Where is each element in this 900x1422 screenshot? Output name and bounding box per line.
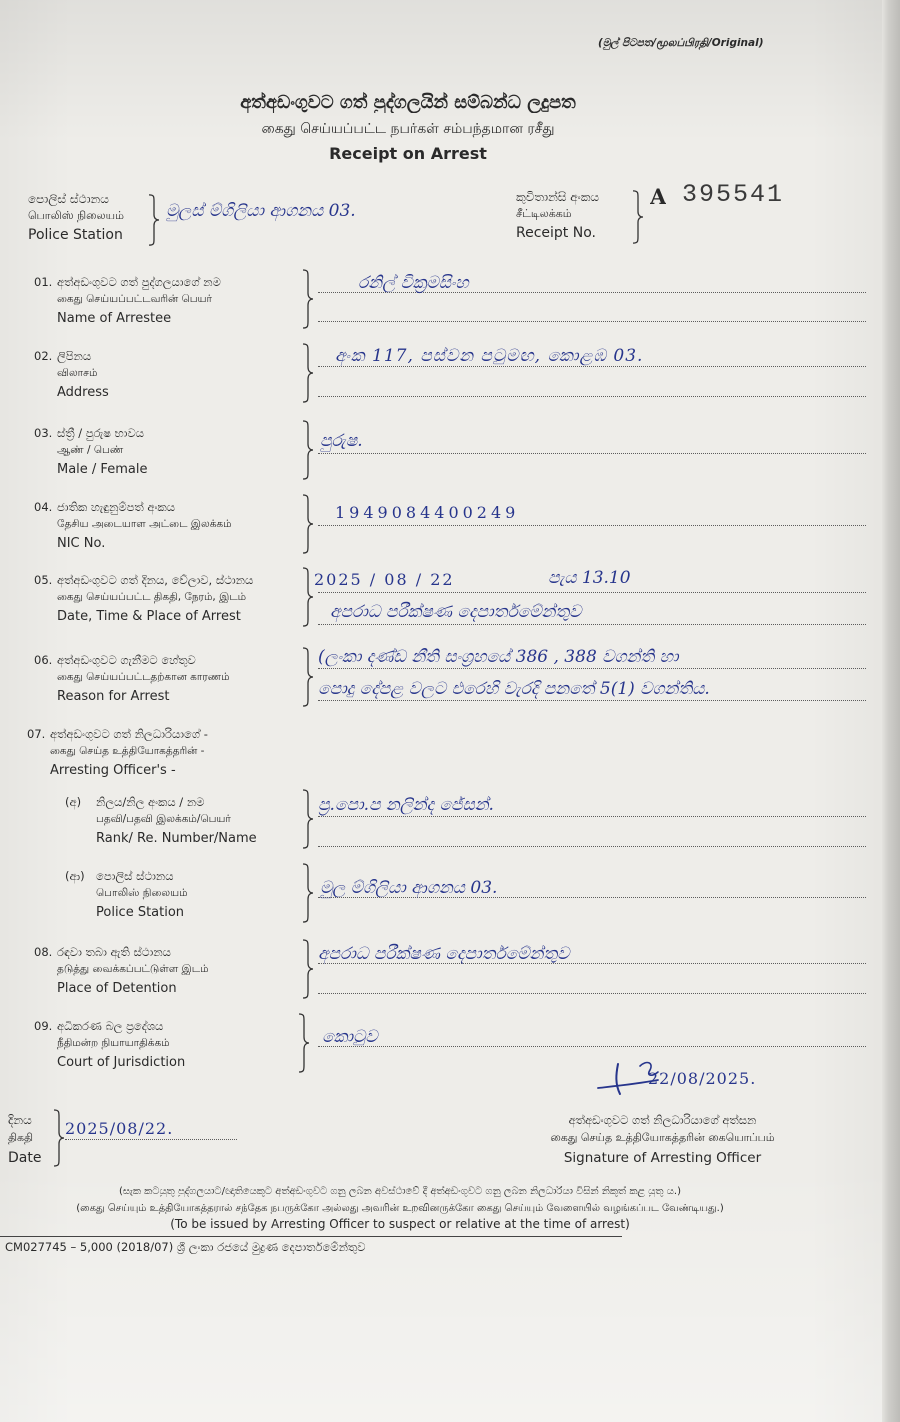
police-station-label-si: පොලිස් ස්ථානය	[28, 192, 109, 206]
police-station-block	[0, 192, 500, 252]
receipt-number-block	[500, 180, 870, 250]
label-si: රඳවා තබා ඇති ස්ථානය	[57, 945, 171, 959]
field-officer-rank-number-name	[0, 795, 880, 867]
label-ta: விலாசம்	[57, 367, 98, 379]
item-number: 07.	[27, 727, 46, 741]
label-en: Court of Jurisdiction	[57, 1055, 186, 1070]
brace	[53, 1109, 65, 1167]
title-sinhala: අත්අඩංගුවට ගත් පුද්ගලයින් සම්බන්ධ ලදුපත	[240, 92, 576, 113]
brace	[302, 420, 314, 480]
item-number: 04.	[34, 500, 53, 514]
label-ta: கைது செய்யப்பட்டவரின் பெயர்	[57, 293, 213, 305]
footer-note-si: (සැක කටයුතු පුද්ගලයාට/ඥාතියෙකුට අත්අඩංගුවට ගනු ලබන අවස්ථාවේ දී අත්අඩංගුවට ගනු ලබන නිලධාරියා විසින් නිකුත් කළ යුතු ය.)	[118, 1186, 682, 1197]
label-ta: பொலிஸ் நிலையம்	[96, 887, 188, 899]
signature-label-ta: கைது செய்த உத்தியோகத்தரின் கையொப்பம்	[550, 1131, 775, 1144]
detention-place-value: අපරාධ පරීක්ෂණ දෙපාර්තමේන්තුව	[318, 944, 570, 964]
field-nic	[0, 500, 880, 572]
brace	[148, 194, 160, 246]
footer-note-en: (To be issued by Arresting Officer to suspect or relative at the time of arrest)	[170, 1217, 630, 1231]
item-number: 03.	[34, 426, 53, 440]
receipt-number: 395541	[682, 180, 785, 209]
label-ta: பதவி/பதவி இலக்கம்/பெயர்	[96, 813, 231, 825]
sub-item-letter: (ආ)	[65, 869, 85, 883]
signature-label-si: අත්අඩංගුවට ගත් නිලධාරියාගේ අත්සන	[568, 1113, 757, 1127]
signature-label-en: Signature of Arresting Officer	[563, 1150, 762, 1166]
label-ta: நீதிமன்ற நியாயாதிக்கம்	[57, 1037, 170, 1049]
date-label-si: දිනය	[8, 1113, 32, 1127]
label-en: Reason for Arrest	[57, 689, 170, 704]
dotted-line	[318, 592, 866, 593]
label-ta: கைது செய்யப்பட்ட திகதி, நேரம், இடம்	[57, 591, 247, 603]
brace	[302, 789, 314, 849]
label-en: Address	[57, 385, 109, 400]
label-en: Rank/ Re. Number/Name	[96, 831, 257, 846]
field-sex	[0, 426, 880, 498]
copy-label: (මුල් පිටපත/மூலப்பிரதி/Original)	[598, 37, 764, 49]
nic-value: 1949084400249	[335, 503, 520, 522]
police-station-label-ta: பொலிஸ் நிலையம்	[28, 209, 124, 222]
label-en: Name of Arrestee	[57, 311, 172, 326]
dotted-line	[318, 700, 866, 701]
receipt-label-si: කුවිතාන්සි අංකය	[516, 190, 600, 204]
field-reason-for-arrest	[0, 647, 880, 725]
label-ta: தேசிய அடையாள அட்டை இலக்கம்	[57, 518, 232, 530]
arrest-date-value: 2025 / 08 / 22	[314, 570, 455, 589]
label-ta: கைது செய்யப்பட்டதற்கான காரணம்	[57, 671, 230, 683]
brace	[302, 647, 314, 707]
label-en: Police Station	[96, 905, 185, 920]
label-en: Arresting Officer's -	[50, 763, 176, 778]
page-edge-shadow	[882, 0, 900, 1422]
label-si: අත්අඩංගුවට ගත් නිලධාරියාගේ -	[50, 727, 208, 741]
field-name-of-arrestee	[0, 275, 880, 347]
label-si: ස්ත්‍රී / පුරුෂ භාවය	[57, 426, 145, 440]
label-si: අධිකරණ බල ප්‍රදේශය	[57, 1019, 164, 1033]
item-number: 09.	[34, 1019, 53, 1033]
dotted-line	[318, 453, 866, 454]
label-ta: தடுத்து வைக்கப்பட்டுள்ள இடம்	[57, 963, 209, 975]
dotted-line	[318, 624, 866, 625]
dotted-line	[318, 993, 866, 994]
label-si: අත්අඩංගුවට ගත් දිනය, වේලාව, ස්ථානය	[57, 573, 254, 587]
label-ta: கைது செய்த உத்தியோகத்தரின் -	[50, 745, 205, 757]
field-address	[0, 346, 880, 421]
signature-date: 22/08/2025.	[648, 1069, 757, 1088]
label-ta: ஆண் / பெண்	[57, 444, 124, 456]
reason-line-2: පොදු දේපළ වලට එරෙහි වැරදි පනතේ 5(1) වගන්තිය.	[318, 679, 710, 699]
arrest-place-value: අපරාධ පරීක්ෂණ දෙපාර්තමේන්තුව	[330, 602, 582, 622]
dotted-line	[318, 846, 866, 847]
label-en: Place of Detention	[57, 981, 177, 996]
brace	[302, 939, 314, 999]
brace	[302, 343, 314, 403]
label-si: පොලිස් ස්ථානය	[96, 869, 174, 883]
label-si: අත්අඩංගුවට ගත් පුද්ගලයාගේ නම	[57, 275, 221, 289]
field-arresting-officer	[0, 727, 880, 927]
label-en: NIC No.	[57, 536, 106, 551]
reason-line-1: (ලංකා දණ්ඩ නීති සංග්‍රහයේ 386 , 388 වගන්ති හා	[318, 647, 679, 667]
dotted-line	[318, 816, 866, 817]
dotted-line	[318, 525, 866, 526]
receipt-label-en: Receipt No.	[516, 225, 596, 241]
item-number: 08.	[34, 945, 53, 959]
officer-rank-value: ප්‍ර.පො.ප නලින්ද ජේසන්.	[318, 795, 494, 815]
item-number: 01.	[34, 275, 53, 289]
brace	[302, 863, 314, 923]
sex-value: පුරුෂ.	[320, 431, 363, 451]
arrest-time-value: පැය 13.10	[548, 568, 631, 588]
dotted-line	[318, 321, 866, 322]
dotted-line	[318, 668, 866, 669]
brace	[302, 269, 314, 329]
date-block	[0, 1113, 300, 1173]
arrestee-name-value: රනිල් වික්‍රමසිංහ	[358, 273, 469, 293]
label-si: ජාතික හැඳුනුම්පත් අංකය	[57, 500, 176, 514]
field-officer-police-station	[0, 869, 880, 941]
item-number: 02.	[34, 349, 53, 363]
dotted-line	[318, 396, 866, 397]
date-value: 2025/08/22.	[65, 1119, 174, 1138]
brace	[302, 494, 314, 554]
footer-note-ta: (கைது செய்யும் உத்தியோகத்தரால் சந்தேக நபருக்கோ அல்லது அவரின் உறவினருக்கோ கைது செய்யும் வேளையில் வழங்கப்பட வேண்டியது.)	[76, 1203, 724, 1214]
court-value: කොටුව	[322, 1027, 378, 1047]
police-station-label-en: Police Station	[28, 227, 123, 243]
label-si: ලිපිනය	[57, 349, 92, 363]
sub-item-letter: (අ)	[65, 795, 82, 809]
field-date-time-place-of-arrest	[0, 568, 880, 645]
receipt-label-ta: சீட்டிலக்கம்	[516, 207, 572, 220]
label-si: නිලය/නිල අංකය / නම	[96, 795, 205, 809]
address-value: අංක 117, පස්වන පටුමඟ, කොළඹ 03.	[335, 346, 644, 366]
item-number: 05.	[34, 573, 53, 587]
label-si: අත්අඩංගුවට ගැනීමට හේතුව	[57, 653, 196, 667]
print-code: CM027745 – 5,000 (2018/07) ශ්‍රී ලංකා රජයේ මුද්‍රණ දෙපාර්තමේන්තුව	[5, 1240, 366, 1254]
date-label-ta: திகதி	[8, 1131, 34, 1144]
title-tamil: கைது செய்யப்பட்ட நபர்கள் சம்பந்தமான ரசீது	[261, 121, 555, 137]
officer-station-value: මුල ම්ගිලියා ආගනය 03.	[320, 878, 498, 898]
brace	[632, 190, 644, 244]
field-place-of-detention	[0, 945, 880, 1017]
label-en: Male / Female	[57, 462, 148, 477]
brace	[298, 1013, 310, 1073]
footer-rule	[0, 1236, 622, 1237]
date-label-en: Date	[8, 1150, 42, 1166]
item-number: 06.	[34, 653, 53, 667]
title-english: Receipt on Arrest	[329, 144, 487, 163]
receipt-series: A	[650, 184, 667, 209]
label-en: Date, Time & Place of Arrest	[57, 609, 241, 624]
brace	[302, 567, 314, 627]
police-station-value: මුලස් ම්ගිලියා ආගනය 03.	[166, 201, 356, 221]
